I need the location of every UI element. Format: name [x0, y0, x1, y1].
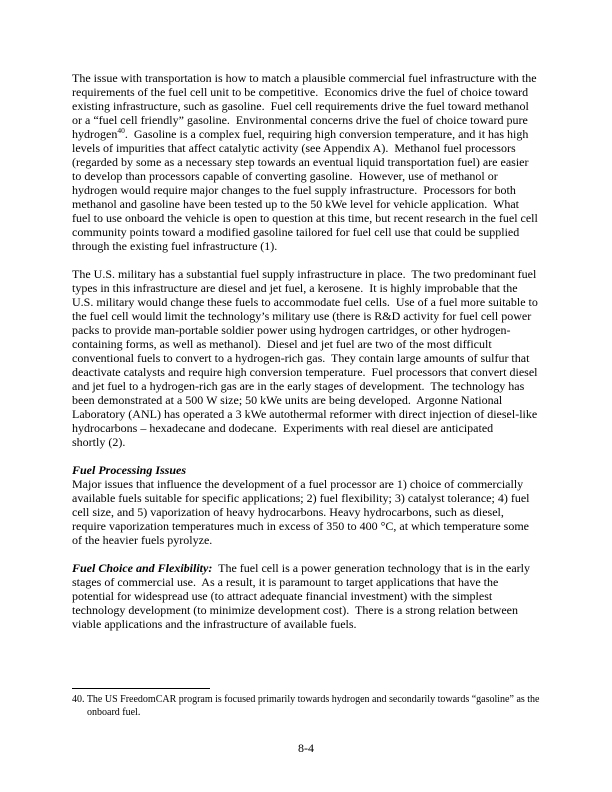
text-line: conventional fuels to convert to a hydrogen-rich gas. They contain large amounts of sulfur that — [72, 351, 530, 365]
text-line: to develop than processors capable of converting gasoline. However, use of methanol or — [72, 169, 498, 183]
footnote-text — [72, 694, 540, 719]
text-line: requirements of the fuel cell unit to be competitive. Economics drive the fuel of choice toward — [72, 85, 529, 99]
text-line: hydrogen would require major changes to the fuel supply infrastructure. Processors for both — [72, 183, 516, 197]
text-line: containing forms, as well as methanol). Diesel and jet fuel are two of the most difficult — [72, 337, 492, 351]
footnote — [72, 688, 540, 719]
text-line: viable applications and the infrastructure of available fuels. — [72, 617, 357, 631]
text-line: been demonstrated at a 500 W size; 50 kWe units are being developed. Argonne National — [72, 393, 503, 407]
text-line: hydrogen$^{40}$. Gasoline is a complex fuel, requiring high conversion temperature, and it has high — [72, 126, 529, 141]
footnote-line: onboard fuel. — [87, 706, 141, 718]
text-line: fuel to use onboard the vehicle is open to question at this time, but recent research in the fuel cell — [72, 211, 538, 225]
page-number: 8-4 — [298, 741, 314, 755]
text-line: levels of impurities that affect catalytic activity (see Appendix A). Methanol fuel processors — [72, 141, 516, 155]
text-line: available fuels suitable for specific applications; 2) fuel flexibility; 3) catalyst tolerance; 4) fuel — [72, 491, 530, 505]
text-line: through the existing fuel infrastructure (1). — [72, 239, 278, 253]
text-line: existing infrastructure, such as gasoline. Fuel cell requirements drive the fuel toward methanol — [72, 99, 529, 113]
paragraph — [72, 477, 540, 547]
text-line: hydrocarbons – hexadecane and dodecane. Experiments with real diesel are anticipated — [72, 421, 494, 435]
text-line: Fuel Choice and Flexibility: The fuel cell is a power generation technology that is in the early — [72, 561, 531, 575]
text-line: technology development (to minimize development cost). There is a strong relation between — [72, 603, 518, 617]
run-in-heading: Fuel Choice and Flexibility: — [72, 561, 213, 575]
text-line: Laboratory (ANL) has operated a 3 kWe autothermal reformer with direct injection of diesel-like — [72, 407, 538, 421]
text-line: of the heavier fuels pyrolyze. — [72, 533, 213, 547]
text-line: U.S. military would change these fuels to accommodate fuel cells. Use of a fuel more suitable to — [72, 295, 538, 309]
paragraph — [72, 561, 540, 631]
text-line: the fuel cell would limit the technology’s military use (there is R&D activity for fuel cell power — [72, 309, 532, 323]
text-body — [72, 71, 540, 645]
paragraph — [72, 267, 540, 449]
paragraph — [72, 71, 540, 253]
text-line: packs to provide man-portable soldier power using hydrogen cartridges, or other hydrogen- — [72, 323, 511, 337]
text-line: (regarded by some as a necessary step towards an eventual liquid transportation fuel) are easier — [72, 155, 529, 169]
text-line: require vaporization temperatures much in excess of 350 to 400 °C, at which temperature some — [72, 519, 529, 533]
text-line: Major issues that influence the development of a fuel processor are 1) choice of commercially — [72, 477, 524, 491]
text-line: potential for widespread use (to attract adequate financial investment) with the simplest — [72, 589, 493, 603]
text-line: shortly (2). — [72, 435, 126, 449]
text-line: and jet fuel to a hydrogen-rich gas are in the early stages of development. The technology has — [72, 379, 525, 393]
text-line: The issue with transportation is how to match a plausible commercial fuel infrastructure with the — [72, 71, 537, 85]
text-line: cell size, and 5) vaporization of heavy hydrocarbons. Heavy hydrocarbons, such as diesel, — [72, 505, 504, 519]
footnote-line: 40. The US FreedomCAR program is focused primarily towards hydrogen and secondarily towards “gasoline” as the — [72, 694, 540, 705]
section-heading — [72, 463, 540, 477]
text-line: The U.S. military has a substantial fuel supply infrastructure in place. The two predominant fuel — [72, 267, 537, 281]
footnote-separator — [72, 688, 210, 689]
text-line: stages of commercial use. As a result, it is paramount to target applications that have the — [72, 575, 499, 589]
footnote-reference: 40 — [117, 126, 125, 135]
text-line: types in this infrastructure are diesel and jet fuel, a kerosene. It is highly improbable that the — [72, 281, 518, 295]
text-line: Fuel Processing Issues — [72, 463, 187, 477]
text-line: or a “fuel cell friendly” gasoline. Environmental concerns drive the fuel of choice toward pure — [72, 113, 528, 127]
text-line: community points toward a modified gasoline tailored for fuel cell use that could be supplied — [72, 225, 520, 239]
text-line: methanol and gasoline have been tested up to the 50 kWe level for vehicle application. What — [72, 197, 519, 211]
text-line: deactivate catalysts and require high conversion temperature. Fuel processors that convert diesel — [72, 365, 538, 379]
